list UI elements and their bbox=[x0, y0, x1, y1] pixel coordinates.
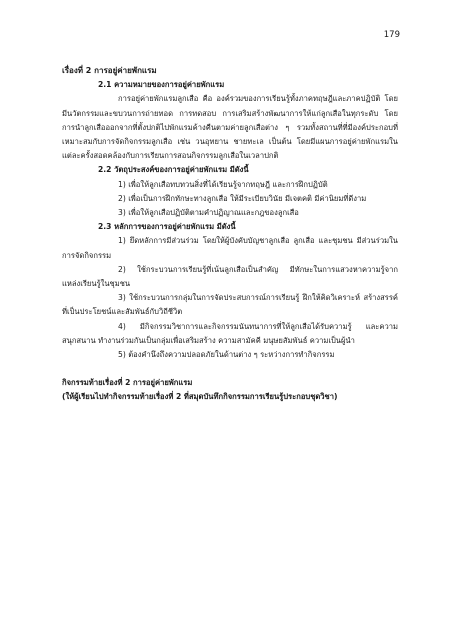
principle-item-1: 1) ยึดหลักการมีส่วนร่วม โดยให้ผู้บังคับบัญชาลูกเสือ ลูกเสือ และชุมชน มีส่วนร่วมในการจัดกิจกรรม bbox=[62, 236, 398, 260]
objective-item-2: 2) เพื่อเป็นการฝึกทักษะทางลูกเสือ ให้มีระเบียบวินัย มีเจตคติ มีค่านิยมที่ดีงาม bbox=[118, 193, 367, 203]
activity-title: กิจกรรมท้ายเรื่องที่ 2 การอยู่ค่ายพักแรม bbox=[62, 378, 193, 388]
subsection-2-2-title: 2.2 วัตถุประสงค์ของการอยู่ค่ายพักแรม มีดังนี้ bbox=[98, 165, 249, 175]
objective-item-3: 3) เพื่อให้ลูกเสือปฏิบัติตามคำปฏิญาณและกฎของลูกเสือ bbox=[118, 208, 299, 218]
principle-item-5: 5) ต้องคำนึงถึงความปลอดภัยในด้านต่าง ๆ ระหว่างการทำกิจกรรม bbox=[118, 350, 335, 360]
subsection-2-1-body: การอยู่ค่ายพักแรมลูกเสือ คือ องค์รวมของการเรียนรู้ทั้งภาคทฤษฎีและภาคปฏิบัติ โดยมีนวัตกรรมและขบวนการถ่ายทอด การทดสอบ การเสริมสร้างพัฒนาการให้แก่ลูกเสือในทุกระดับ โดยการนำลูกเสือออกจากที่ตั้งปกติไปพักแรมค้างคืนตามค่ายลูกเสือต่าง ๆ รวมทั้งสถานที่ที่มีองค์ประกอบที่เหมาะสมกับการจัดกิจกรรมลูกเสือ เช่น วนอุทยาน ชายทะเล เป็นต้น โดยมีแผนการอยู่ค่ายพักแรมในแต่ละครั้งสอดคล้องกับการเรียนการสอนกิจกรรมลูกเสือในเวลาปกติ bbox=[62, 94, 398, 161]
section-title: เรื่องที่ 2 การอยู่ค่ายพักแรม bbox=[62, 66, 157, 75]
activity-instruction: (ให้ผู้เรียนไปทำกิจกรรมท้ายเรื่องที่ 2 ที่สมุดบันทึกกิจกรรมการเรียนรู้ประกอบชุดวิชา) bbox=[62, 392, 338, 402]
principle-item-4: 4) มีกิจกรรมวิชาการและกิจกรรมนันทนาการที่ให้ลูกเสือได้รับความรู้ และความสนุกสนาน ทำงานร่วมกันเป็นกลุ่มเพื่อเสริมสร้าง ความสามัคคี มนุษยสัมพันธ์ ความเป็นผู้นำ bbox=[62, 321, 398, 345]
document-body bbox=[62, 64, 398, 405]
subsection-2-1-title: 2.1 ความหมายของการอยู่ค่ายพักแรม bbox=[98, 80, 225, 90]
principle-item-2: 2) ใช้กระบวนการเรียนรู้ที่เน้นลูกเสือเป็นสำคัญ มีทักษะในการแสวงหาความรู้จากแหล่งเรียนรู้ในชุมชน bbox=[62, 264, 398, 289]
spacer bbox=[62, 362, 398, 376]
subsection-2-3-title: 2.3 หลักการของการอยู่ค่ายพักแรม มีดังนี้ bbox=[98, 222, 236, 232]
page-number: 179 bbox=[383, 30, 400, 40]
objective-item-1: 1) เพื่อให้ลูกเสือทบทวนสิ่งที่ได้เรียนรู้จากทฤษฎี และการฝึกปฏิบัติ bbox=[118, 179, 328, 189]
principle-item-3: 3) ใช้กระบวนการกลุ่มในการจัดประสบการณ์การเรียนรู้ ฝึกให้คิดวิเคราะห์ สร้างสรรค์ ที่เป็นประโยชน์และสัมพันธ์กับวิถีชีวิต bbox=[62, 293, 398, 317]
